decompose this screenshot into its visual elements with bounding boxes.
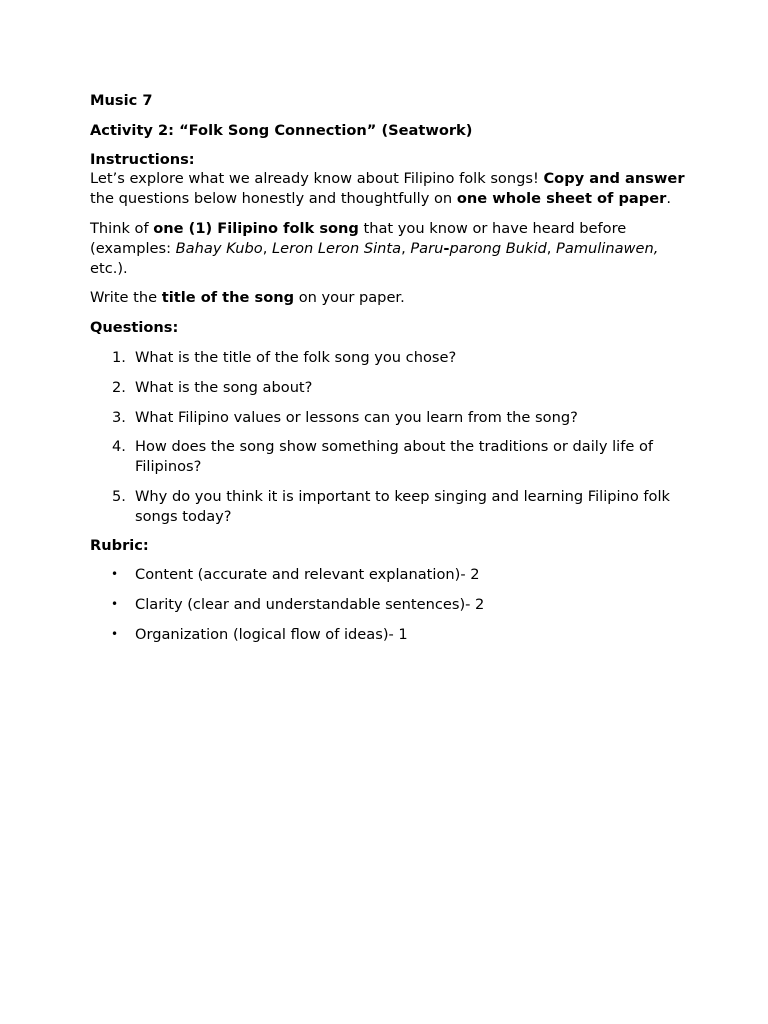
question-text: What is the title of the folk song you chose? (135, 348, 457, 366)
question-text: Why do you think it is important to keep singing and learning Filipino folk songs today? (135, 487, 670, 525)
activity-title: Activity 2: “Folk Song Connection” (Seatwork) (90, 121, 473, 139)
question-text: How does the song show something about the traditions or daily life of Filipinos? (135, 438, 654, 476)
rubric-heading: Rubric: (90, 536, 149, 554)
question-item (90, 437, 686, 477)
question-item (90, 408, 686, 428)
question-text: What is the song about? (135, 378, 313, 396)
question-number: 2. (112, 378, 126, 396)
instructions-paragraph-1: Let’s explore what we already know about Filipino folk songs! Copy and answer the questions below honestly and thoughtfully on one whole sheet of paper. (90, 170, 685, 208)
question-text: What Filipino values or lessons can you learn from the song? (135, 408, 578, 426)
questions-heading: Questions: (90, 319, 179, 337)
rubric-list (90, 565, 686, 644)
question-item (90, 348, 686, 368)
question-item (90, 378, 686, 398)
course-title: Music 7 (90, 92, 153, 109)
question-number: 3. (112, 408, 126, 426)
instructions-heading: Instructions: (90, 150, 195, 168)
rubric-text: Organization (logical flow of ideas)- 1 (135, 625, 408, 643)
question-number: 4. (112, 438, 126, 456)
questions-list (90, 348, 686, 527)
question-number: 5. (112, 487, 126, 505)
worksheet-page (90, 91, 686, 655)
instructions-paragraph-3: Write the title of the song on your paper. (90, 289, 405, 307)
bullet-icon: • (111, 567, 119, 582)
bullet-icon: • (111, 597, 119, 612)
rubric-text: Clarity (clear and understandable sentences)- 2 (135, 596, 485, 614)
bullet-icon: • (111, 626, 119, 641)
rubric-text: Content (accurate and relevant explanation)- 2 (135, 566, 480, 584)
instructions-paragraph-2: Think of one (1) Filipino folk song that you know or have heard before (examples: Bahay Kubo, Leron Leron Sinta, Paru-parong Bukid, Pamulinawen, etc.). (90, 219, 659, 277)
rubric-item (90, 565, 686, 585)
question-item (90, 487, 686, 527)
rubric-item (90, 595, 686, 615)
rubric-item (90, 625, 686, 645)
question-number: 1. (112, 348, 126, 366)
